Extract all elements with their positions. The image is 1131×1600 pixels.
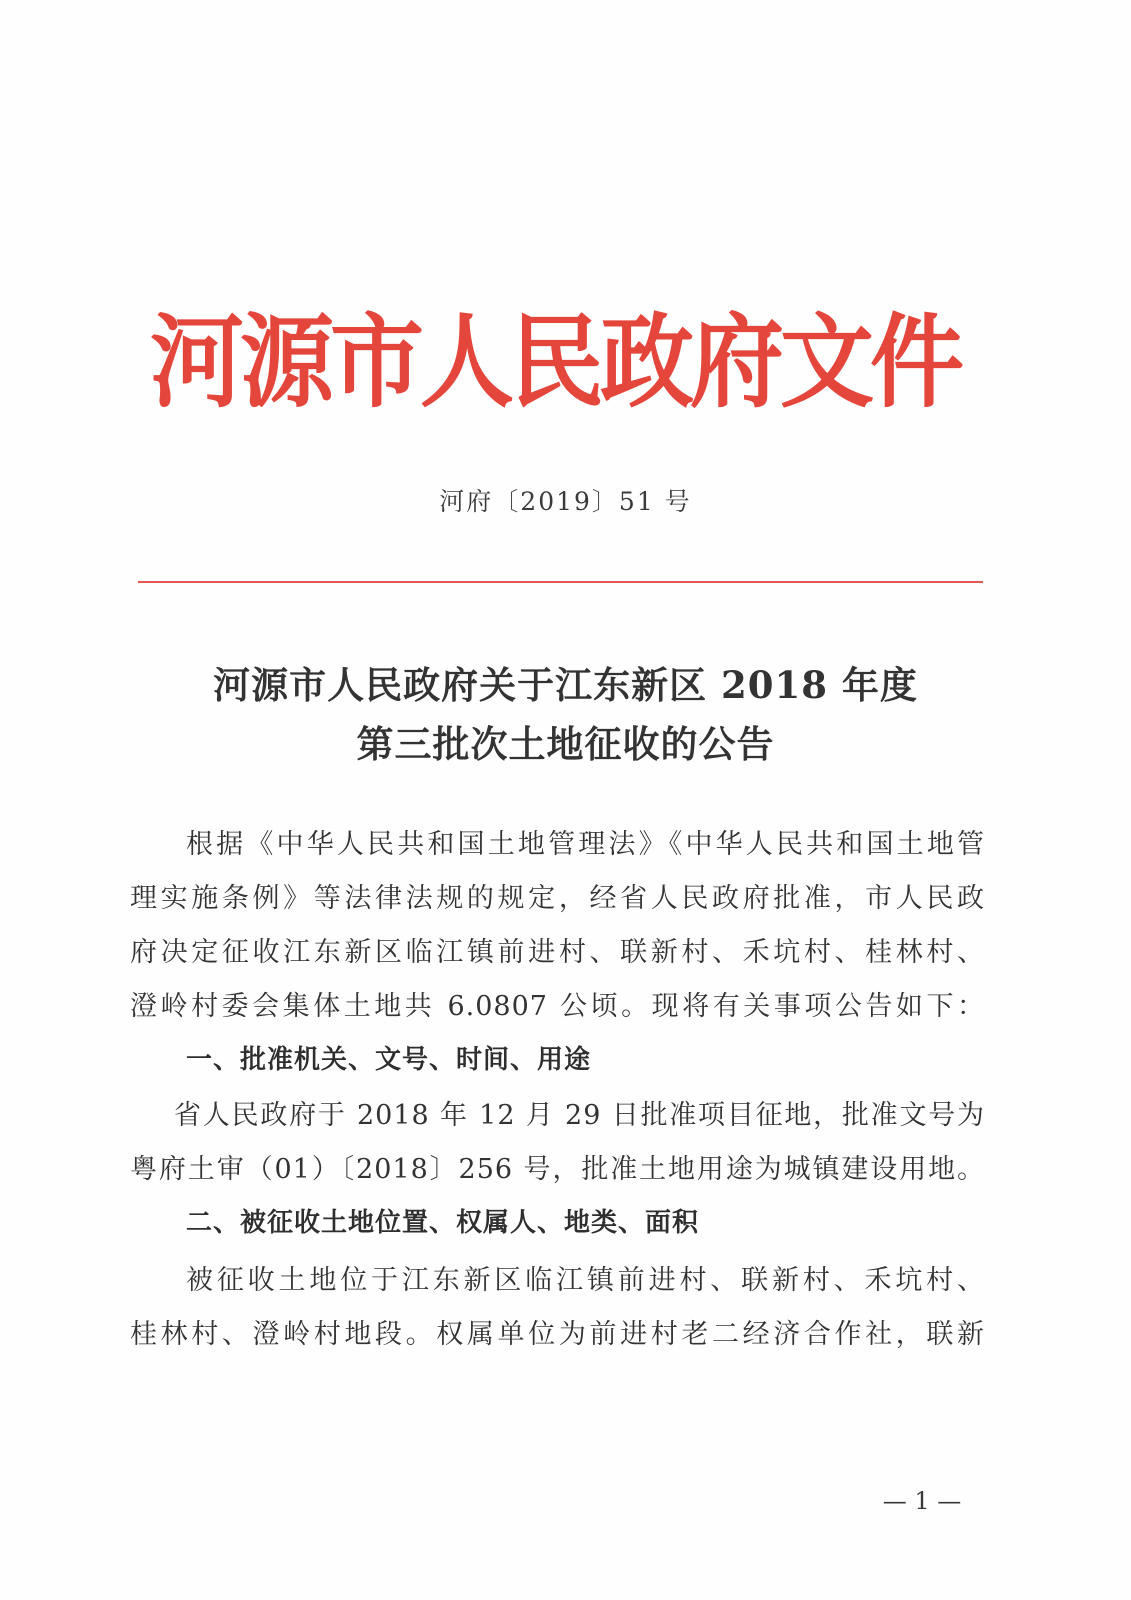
notice-title-line-2: 第三批次土地征收的公告: [356, 722, 775, 766]
paragraph-1-line-3: 府决定征收江东新区临江镇前进村、联新村、禾坑村、桂林村、: [130, 937, 985, 968]
masthead-title: 河源市人民政府文件: [150, 304, 961, 423]
paragraph-1-line-1: 根据《中华人民共和国土地管理法》《中华人民共和国土地管: [186, 829, 985, 860]
paragraph-3-line-1: 被征收土地位于江东新区临江镇前进村、联新村、禾坑村、: [186, 1265, 985, 1296]
paragraph-3-line-2: 桂林村、澄岭村地段。权属单位为前进村老二经济合作社，联新: [130, 1319, 985, 1350]
document-number: 河府〔2019〕51 号: [439, 487, 692, 516]
section-heading-2: 二、被征收土地位置、权属人、地类、面积: [186, 1208, 700, 1238]
notice-title-line-1: 河源市人民政府关于江东新区 2018 年度: [213, 663, 918, 707]
paragraph-2-line-1: 省人民政府于 2018 年 12 月 29 日批准项目征地，批准文号为: [174, 1100, 985, 1131]
paragraph-2-line-2: 粤府土审（01）〔2018〕256 号，批准土地用途为城镇建设用地。: [130, 1154, 985, 1185]
red-divider-line: [138, 581, 983, 583]
paragraph-1-line-4: 澄岭村委会集体土地共 6.0807 公顷。现将有关事项公告如下：: [130, 991, 985, 1022]
paragraph-1-line-2: 理实施条例》等法律法规的规定，经省人民政府批准，市人民政: [130, 883, 985, 914]
section-heading-1: 一、批准机关、文号、时间、用途: [186, 1045, 592, 1075]
page-number: — 1 —: [882, 1487, 962, 1515]
